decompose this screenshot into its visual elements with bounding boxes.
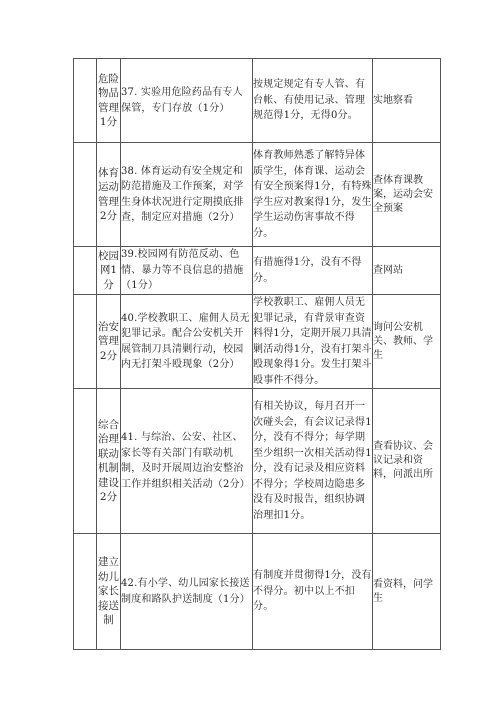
category-cell: 治安管理2分 — [97, 295, 121, 389]
criterion-cell: 38. 体育运动有安全规定和防范措施及工作预案，对学生身体状况进行定期摸底排查，制定应对措施（2分） — [121, 143, 253, 247]
category-cell: 体育运动管理2分 — [97, 143, 121, 247]
category-cell: 危险物品管理1分 — [97, 59, 121, 143]
table-row — [74, 389, 441, 534]
section-cell — [74, 295, 97, 389]
method-cell: 询问公安机关、教师、学生 — [373, 295, 441, 389]
category-cell: 综合治理联动机制建设2分 — [97, 389, 121, 534]
table-row — [74, 59, 441, 143]
table-row — [74, 295, 441, 389]
method-cell: 实地察看 — [373, 59, 441, 143]
section-cell — [74, 389, 97, 534]
table-row — [74, 534, 441, 650]
evaluation-table — [73, 58, 441, 650]
section-cell — [74, 143, 97, 247]
method-cell: 查看协议、会议记录和资料，问派出所 — [373, 389, 441, 534]
criterion-cell: 37. 实验用危险药品有专人保管，专门存放（1分） — [121, 59, 253, 143]
section-cell — [74, 59, 97, 143]
section-cell — [74, 534, 97, 650]
category-cell: 校园网1分 — [97, 247, 121, 295]
standard-cell: 体育教师熟悉了解特异体质学生，体育课、运动会有安全预案得1分，有特殊学生应对教案得1分，发生学生运动伤害事故不得分。 — [253, 143, 373, 247]
standard-cell: 有相关协议，每月召开一次碰头会，有会议记录得1分，没有不得分；每学期至少组织一次相关活动得1分，没有记录及相应资料不得分；学校周边隐患多没有及时报告，组织协调治理扣1分。 — [253, 389, 373, 534]
standard-cell: 有措施得1分，没有不得分。 — [253, 247, 373, 295]
standard-cell: 有制度并贯彻得1分，没有不得分。初中以上不扣分。 — [253, 534, 373, 650]
table-row — [74, 247, 441, 295]
criterion-cell: 40.学校教职工、雇佣人员无犯罪记录。配合公安机关开展管制刀具清剿行动，校园内无打架斗殴现象（2分） — [121, 295, 253, 389]
method-cell: 查网站 — [373, 247, 441, 295]
table-row — [74, 143, 441, 247]
criterion-cell: 39.校园网有防范反动、色情、暴力等不良信息的措施（1分） — [121, 247, 253, 295]
section-cell — [74, 247, 97, 295]
method-cell: 看资料，问学生 — [373, 534, 441, 650]
category-cell: 建立幼儿家长接送制 — [97, 534, 121, 650]
criterion-cell: 42.有小学、幼儿园家长接送制度和路队护送制度（1分） — [121, 534, 253, 650]
criterion-cell: 41. 与综治、公安、社区、家长等有关部门有联动机制，及时开展周边治安整治工作并组织相关活动（2分） — [121, 389, 253, 534]
standard-cell: 按规定规定有专人管、有台帐、有使用记录、管理规范得1分，无得0分。 — [253, 59, 373, 143]
standard-cell: 学校教职工、雇佣人员无犯罪记录，有背景审查资料得1分，定期开展刀具清剿活动得1分，没有打架斗殴现象得1分。发生打架斗殴事件不得分。 — [253, 295, 373, 389]
method-cell: 查体育课教案，运动会安全预案 — [373, 143, 441, 247]
